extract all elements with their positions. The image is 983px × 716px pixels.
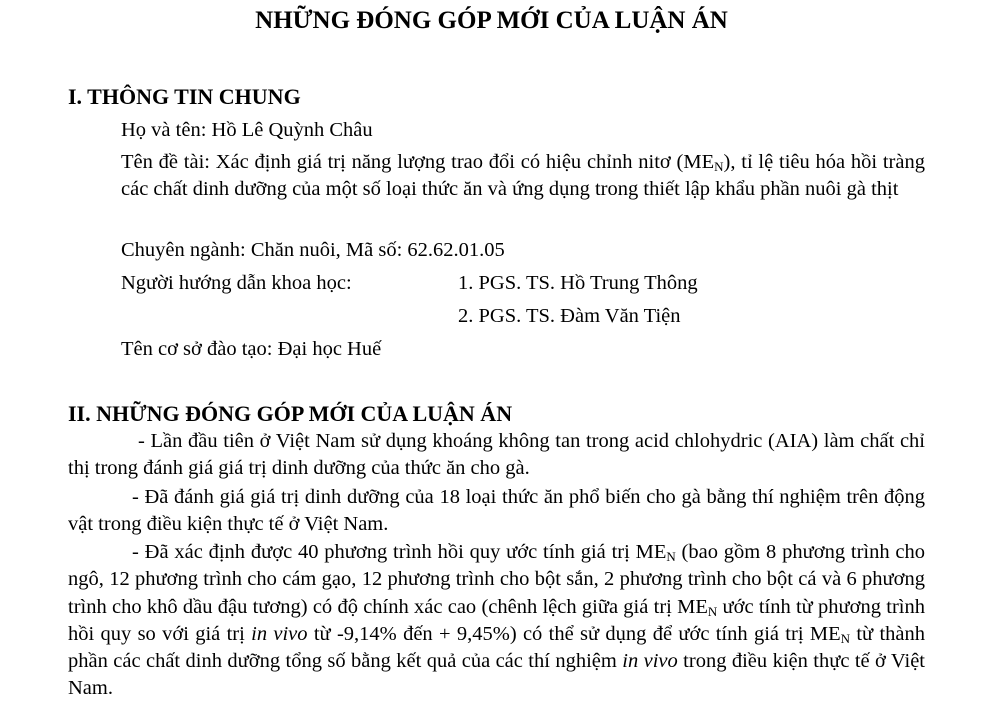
contribution-item-2: - Đã đánh giá giá trị dinh dưỡng của 18 loại thức ăn phổ biến cho gà bằng thí nghiệm trên động vật trong điều kiện thực tế ở Việt Nam. (68, 486, 925, 536)
section-2-heading: II. NHỮNG ĐÓNG GÓP MỚI CỦA LUẬN ÁN (68, 401, 513, 426)
item3-italic-1: in vivo (251, 622, 308, 645)
item3-text-4: từ -9,14% đến + 9,45%) có thể sử dụng để ước tính giá trị ME (307, 622, 841, 645)
item3-text-3: ước tính từ phương trình hồi quy so với giá trị (68, 595, 925, 645)
supervisor-1: 1. PGS. TS. Hồ Trung Thông (458, 272, 698, 294)
institution-line: Tên cơ sở đào tạo: Đại học Huế (121, 338, 382, 360)
document-title: NHỮNG ĐÓNG GÓP MỚI CỦA LUẬN ÁN (255, 7, 728, 34)
topic-subscript: N (714, 159, 724, 174)
major-line: Chuyên ngành: Chăn nuôi, Mã số: 62.62.01.05 (121, 239, 505, 261)
thesis-topic (121, 149, 925, 204)
supervisor-label: Người hướng dẫn khoa học: (121, 272, 352, 294)
contribution-item-1: - Lần đầu tiên ở Việt Nam sử dụng khoáng không tan trong acid chlohydric (AIA) làm chất chỉ thị trong đánh giá giá trị dinh dưỡng của thức ăn cho gà. (68, 430, 925, 480)
topic-text-start: Tên đề tài: Xác định giá trị năng lượng trao đổi có hiệu chỉnh nitơ (ME (121, 151, 715, 173)
author-name-line: Họ và tên: Hồ Lê Quỳnh Châu (121, 119, 373, 141)
item3-subscript-2: N (707, 603, 718, 619)
section-1-heading: I. THÔNG TIN CHUNG (68, 84, 301, 109)
item3-text-1: - Đã xác định được 40 phương trình hồi quy ước tính giá trị ME (132, 541, 667, 563)
topic-text-end: ), tỉ lệ tiêu hóa hồi tràng các chất dinh dưỡng của một số loại thức ăn và ứng dụng trong thiết lập khẩu phần nuôi gà thịt (121, 151, 925, 201)
item3-subscript-3: N (840, 630, 850, 646)
item3-subscript-1: N (666, 549, 676, 564)
item3-text-5: từ thành phần các chất dinh dưỡng tổng số bằng kết quả của các thí nghiệm (68, 622, 925, 673)
item3-text-6: trong điều kiện thực tế ở Việt Nam. (68, 650, 925, 700)
contribution-item-3 (68, 539, 925, 703)
supervisor-2: 2. PGS. TS. Đàm Văn Tiện (458, 305, 681, 327)
item3-italic-2: in vivo (622, 650, 678, 673)
item3-text-2: (bao gồm 8 phương trình cho ngô, 12 phương trình cho cám gạo, 12 phương trình cho bột sắn, 2 phương trình cho bột cá và 6 phương trình cho khô dầu đậu tương) có độ chính xác cao (chênh lệch giữa giá trị ME (68, 541, 926, 618)
